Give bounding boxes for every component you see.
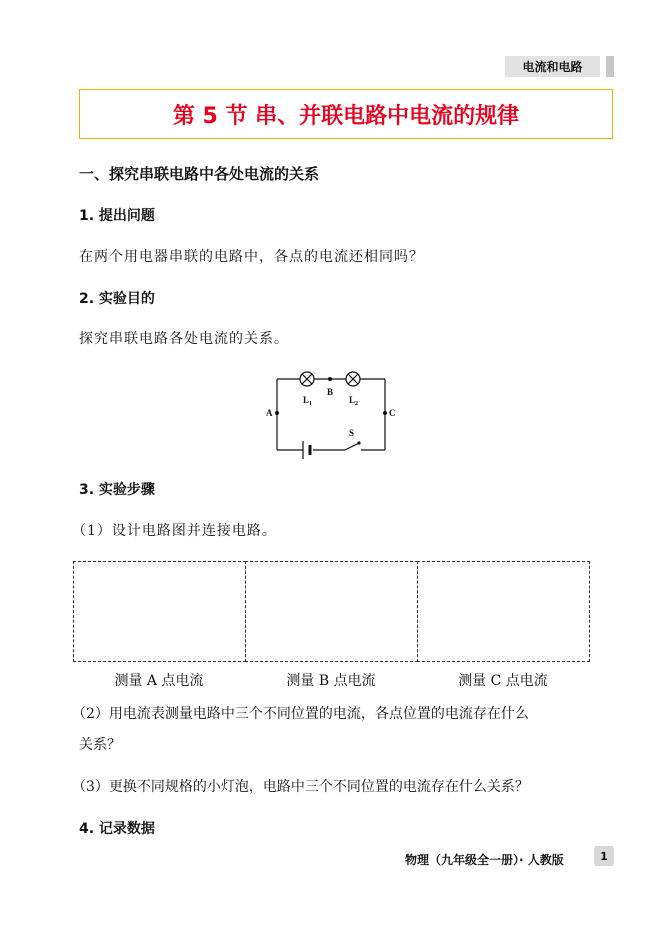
point-c-dot [383,411,387,415]
step-2-text-line2: 关系？ [79,737,121,753]
caption-c: 测量 C 点电流 [458,673,548,689]
question-heading: 1. 提出问题 [79,208,155,224]
title-box [79,89,613,139]
label-l2: $L_2$ [349,395,359,407]
step-1-text: （1）设计电路图并连接电路。 [72,523,277,539]
steps-heading: 3. 实验步骤 [79,482,155,498]
label-c: C [389,408,396,418]
drawing-box-a [73,561,246,662]
point-b-dot [328,377,332,381]
page-title: 第 5 节 串、并联电路中电流的规律 [172,103,520,129]
step-2-text-line1: （2）用电流表测量电路中三个不同位置的电流，各点位置的电流存在什么 [72,706,529,722]
label-l1: $L_1$ [303,395,313,407]
chapter-tag: 电流和电路 [505,56,600,77]
caption-b: 测量 B 点电流 [286,673,376,689]
page-number: 1 [594,846,614,866]
step-3-text: （3）更换不同规格的小灯泡，电路中三个不同位置的电流存在什么关系？ [72,779,529,795]
label-s: S [349,428,355,438]
chapter-tag-bar [606,56,614,77]
switch-pivot-dot [357,441,360,444]
series-circuit-diagram [263,368,403,460]
goal-heading: 2. 实验目的 [79,291,155,307]
label-b: B [327,387,334,397]
data-heading: 4. 记录数据 [79,821,155,837]
lamp-l2-icon [346,372,360,386]
lamp-l1-icon [300,372,314,386]
point-a-dot [275,411,279,415]
goal-text: 探究串联电路各处电流的关系。 [79,331,289,347]
caption-a: 测量 A 点电流 [114,673,204,689]
drawing-box-b [245,561,418,662]
drawing-box-c [417,561,590,662]
question-text: 在两个用电器串联的电路中，各点的电流还相同吗？ [79,249,424,265]
section-heading: 一、探究串联电路中各处电流的关系 [79,165,320,183]
label-a: A [266,408,273,418]
footer-book-title: 物理（九年级全一册）· 人教版 [405,853,564,867]
